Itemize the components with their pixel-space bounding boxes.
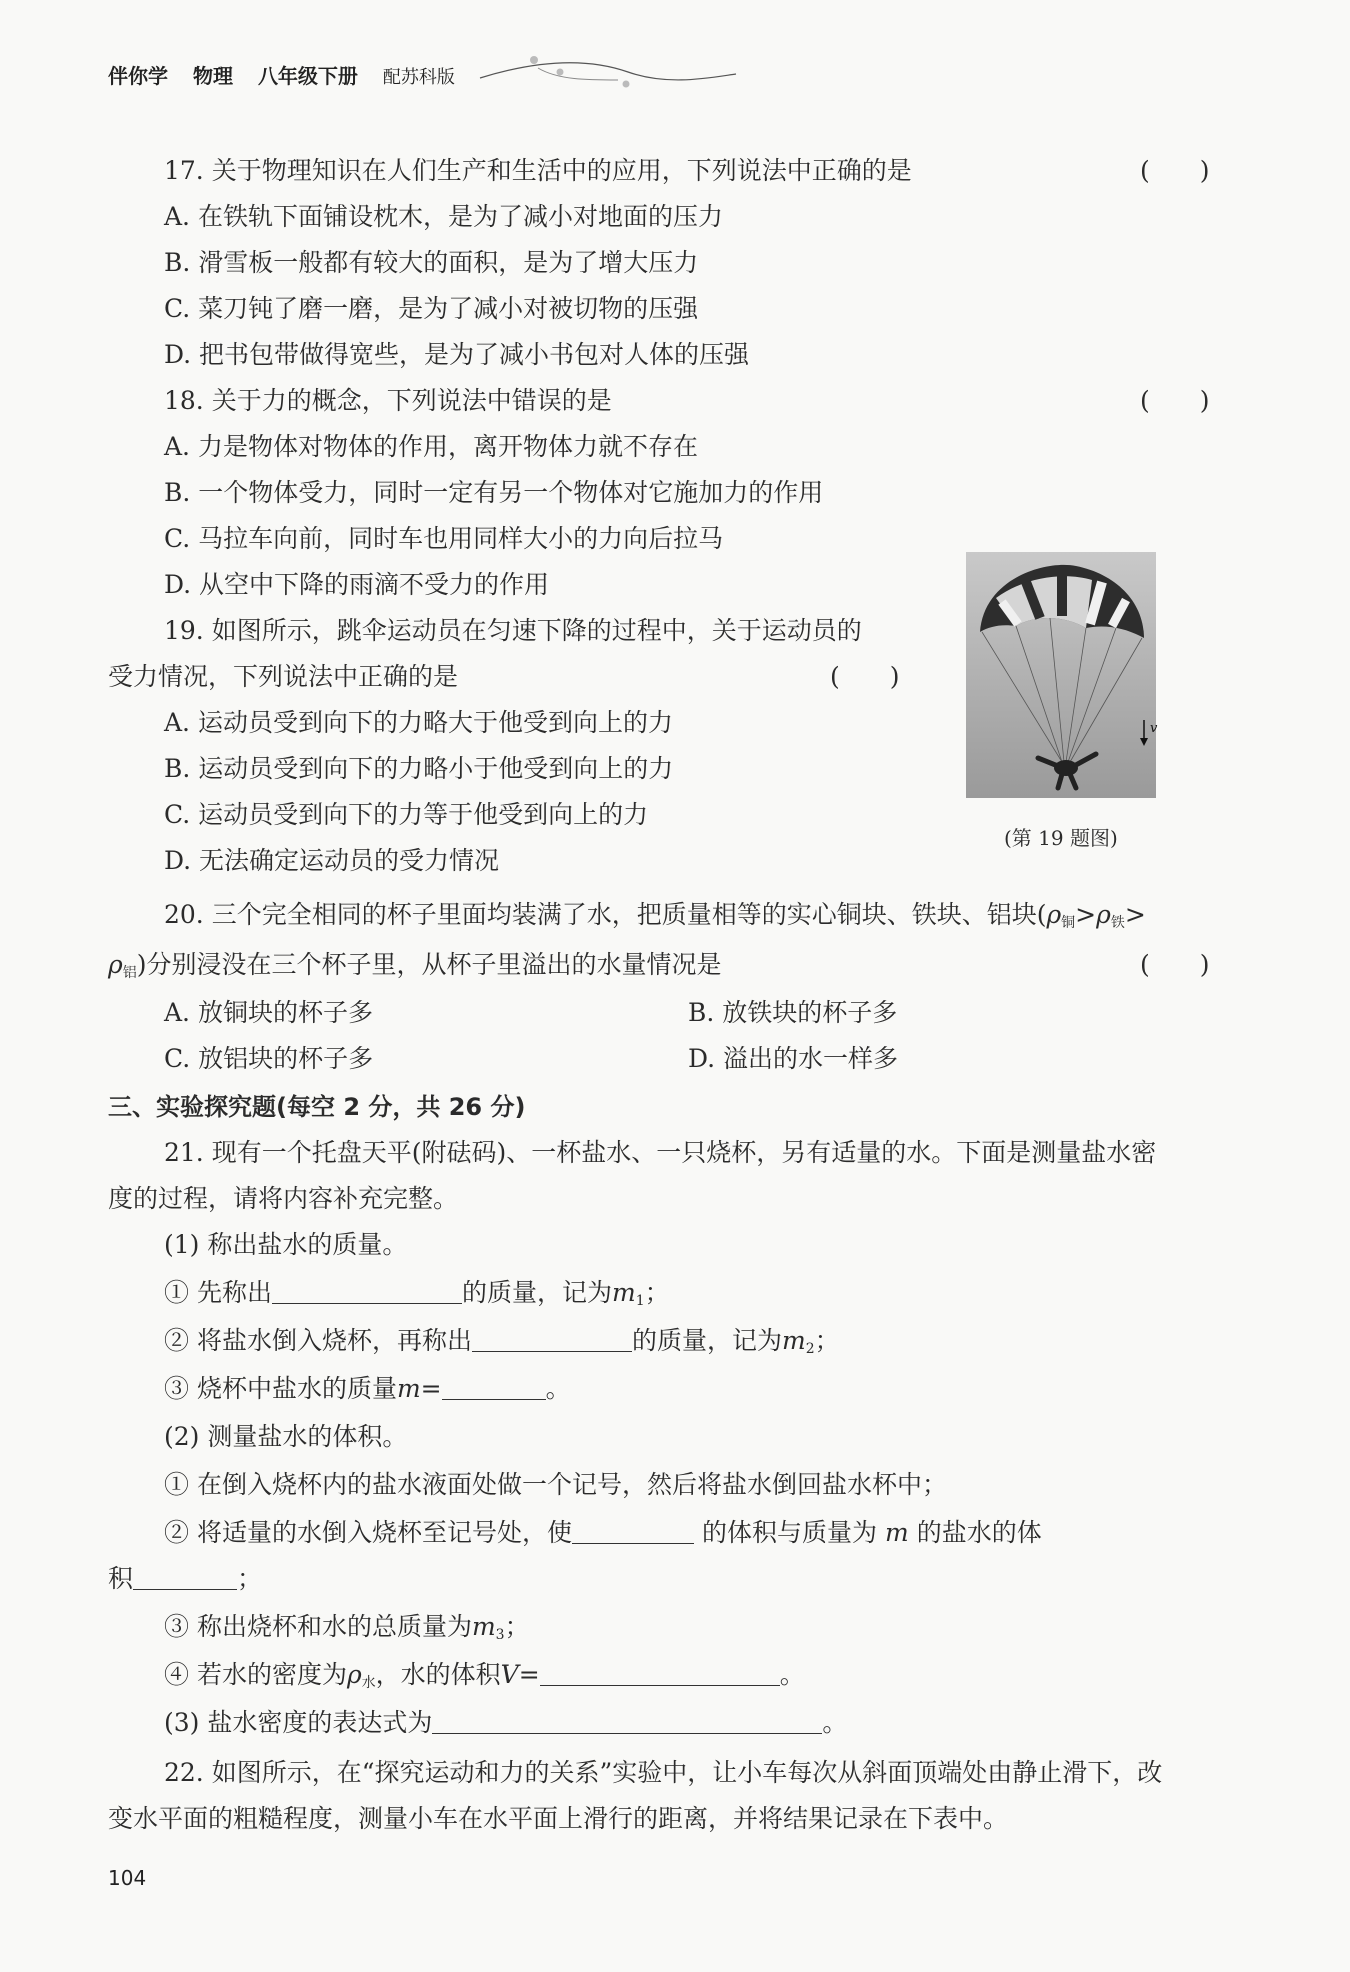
rho-symbol: ρ [1046,900,1062,929]
answer-blank[interactable] [540,1659,780,1686]
q19-option-d: D. 无法确定运动员的受力情况 [164,846,500,875]
gt-sign: > [1124,900,1146,929]
text: ； [644,1278,670,1307]
answer-blank[interactable] [432,1707,822,1734]
q21-part2-step2-cont [108,1562,262,1596]
text: = [518,1660,540,1689]
answer-blank[interactable] [572,1517,694,1544]
q18-option-b: B. 一个物体受力，同时一定有另一个物体对它施加力的作用 [164,478,824,507]
text: 。 [545,1374,571,1403]
q18-stem: 18. 关于力的概念，下列说法中错误的是 [164,386,612,415]
q21-part1-title: (1) 称出盐水的质量。 [164,1230,408,1259]
var-m: m [471,1612,496,1641]
grade: 八年级下册 [257,64,358,88]
q21-stem-line2: 度的过程，请将内容补充完整。 [108,1184,459,1213]
sub-2: 2 [805,1341,815,1357]
q21-part2-step2 [164,1516,1042,1550]
q21-part2-title: (2) 测量盐水的体积。 [164,1422,408,1451]
rho-symbol: ρ [1096,900,1111,929]
header-decoration-icon [478,50,738,90]
text: 的质量，记为 [461,1278,612,1307]
answer-blank[interactable] [442,1373,546,1400]
text: ② 将盐水倒入烧杯，再称出 [164,1326,472,1355]
text: 的盐水的体 [916,1518,1042,1547]
text: ； [504,1612,530,1641]
book-title: 伴你学 [108,64,168,88]
q20-option-c: C. 放铝块的杯子多 [164,1044,374,1073]
q21-part3 [164,1706,847,1740]
velocity-label: v [1150,721,1158,736]
text: 积 [108,1564,134,1593]
answer-blank[interactable] [472,1325,632,1352]
answer-blank[interactable] [133,1563,237,1590]
q17-option-d: D. 把书包带做得宽些，是为了减小书包对人体的压强 [164,340,750,369]
q18-answer-paren: ( ) [1140,386,1210,415]
q19-answer-paren: ( ) [830,662,900,691]
page-number: 104 [108,1866,147,1890]
edition: 配苏科版 [382,67,455,88]
q21-part1-step1 [164,1276,670,1318]
q20-option-d: D. 溢出的水一样多 [688,1044,899,1073]
q18-option-c: C. 马拉车向前，同时车也用同样大小的力向后拉马 [164,524,724,553]
text: 。 [779,1660,805,1689]
text: ① 先称出 [164,1278,272,1307]
q19-figure-caption: (第 19 题图) [1004,826,1118,850]
q21-part2-step1: ① 在倒入烧杯内的盐水液面处做一个记号，然后将盐水倒回盐水杯中； [164,1470,947,1499]
subject: 物理 [192,64,233,88]
q18-option-a: A. 力是物体对物体的作用，离开物体力就不存在 [164,432,698,461]
text: 。 [822,1708,848,1737]
q17-answer-paren: ( ) [1140,156,1210,185]
sub-1: 1 [635,1293,645,1309]
q19-stem-line1: 19. 如图所示，跳伞运动员在匀速下降的过程中，关于运动员的 [164,616,862,645]
q20-stem-line2 [108,948,721,990]
gt-sign: > [1075,900,1097,929]
q17-stem: 17. 关于物理知识在人们生产和生活中的应用，下列说法中正确的是 [164,156,912,185]
section-title: 三、实验探究题 [108,1093,276,1121]
rho-symbol: ρ [346,1660,362,1689]
q17-option-b: B. 滑雪板一般都有较大的面积，是为了增大压力 [164,248,699,277]
text: ③ 烧杯中盐水的质量 [164,1374,397,1403]
text: 的质量，记为 [631,1326,782,1355]
var-m: m [781,1326,806,1355]
var-m: m [396,1374,421,1403]
var-V: V [500,1660,519,1689]
q21-part1-step2 [164,1324,840,1366]
q19-option-c: C. 运动员受到向下的力等于他受到向上的力 [164,800,649,829]
text: ； [237,1564,263,1593]
text: ，水的体积 [375,1660,501,1689]
q22-line2: 变水平面的粗糙程度，测量小车在水平面上滑行的距离，并将结果记录在下表中。 [108,1804,1009,1833]
var-m: m [611,1278,636,1307]
text: = [420,1374,442,1403]
text: ； [814,1326,840,1355]
q18-option-d: D. 从空中下降的雨滴不受力的作用 [164,570,550,599]
q20-option-b: B. 放铁块的杯子多 [688,998,898,1027]
text: 的体积与质量为 [701,1518,877,1547]
section-3-heading [108,1090,525,1124]
q19-stem-line2: 受力情况，下列说法中正确的是 [108,662,459,691]
q20-stem-text-2: )分别浸没在三个杯子里，从杯子里溢出的水量情况是 [136,950,722,979]
sub-3: 3 [495,1627,505,1643]
running-header [108,60,473,89]
var-m: m [884,1518,909,1547]
q20-stem-line1 [164,898,1146,940]
text: ③ 称出烧杯和水的总质量为 [164,1612,472,1641]
q19-option-a: A. 运动员受到向下的力略大于他受到向上的力 [164,708,673,737]
text: ② 将适量的水倒入烧杯至记号处，使 [164,1518,572,1547]
q21-stem-line1: 21. 现有一个托盘天平(附砝码)、一杯盐水、一只烧杯，另有适量的水。下面是测量盐水密 [164,1138,1157,1167]
section-score: (每空 2 分，共 26 分) [276,1093,526,1121]
q20-option-a: A. 放铜块的杯子多 [164,998,373,1027]
q21-part2-step3 [164,1610,530,1652]
rho-symbol: ρ [108,950,123,979]
answer-blank[interactable] [272,1277,462,1304]
q17-option-c: C. 菜刀钝了磨一磨，是为了减小对被切物的压强 [164,294,699,323]
rho-sub-iron: 铁 [1110,915,1125,931]
q19-option-b: B. 运动员受到向下的力略小于他受到向上的力 [164,754,674,783]
rho-sub-aluminum: 铝 [122,965,137,981]
q20-stem-text: 20. 三个完全相同的杯子里面均装满了水，把质量相等的实心铜块、铁块、铝块( [164,900,1047,929]
parachute-figure [966,552,1156,798]
q17-option-a: A. 在铁轨下面铺设枕木，是为了减小对地面的压力 [164,202,723,231]
q21-part2-step4 [164,1658,805,1700]
q20-answer-paren: ( ) [1140,950,1210,979]
rho-sub-copper: 铜 [1061,915,1076,931]
text: (3) 盐水密度的表达式为 [164,1708,433,1737]
text: ④ 若水的密度为 [164,1660,347,1689]
rho-sub-water: 水 [361,1675,376,1691]
q22-line1: 22. 如图所示，在“探究运动和力的关系”实验中，让小车每次从斜面顶端处由静止滑下，改 [164,1758,1163,1787]
q21-part1-step3 [164,1372,571,1406]
